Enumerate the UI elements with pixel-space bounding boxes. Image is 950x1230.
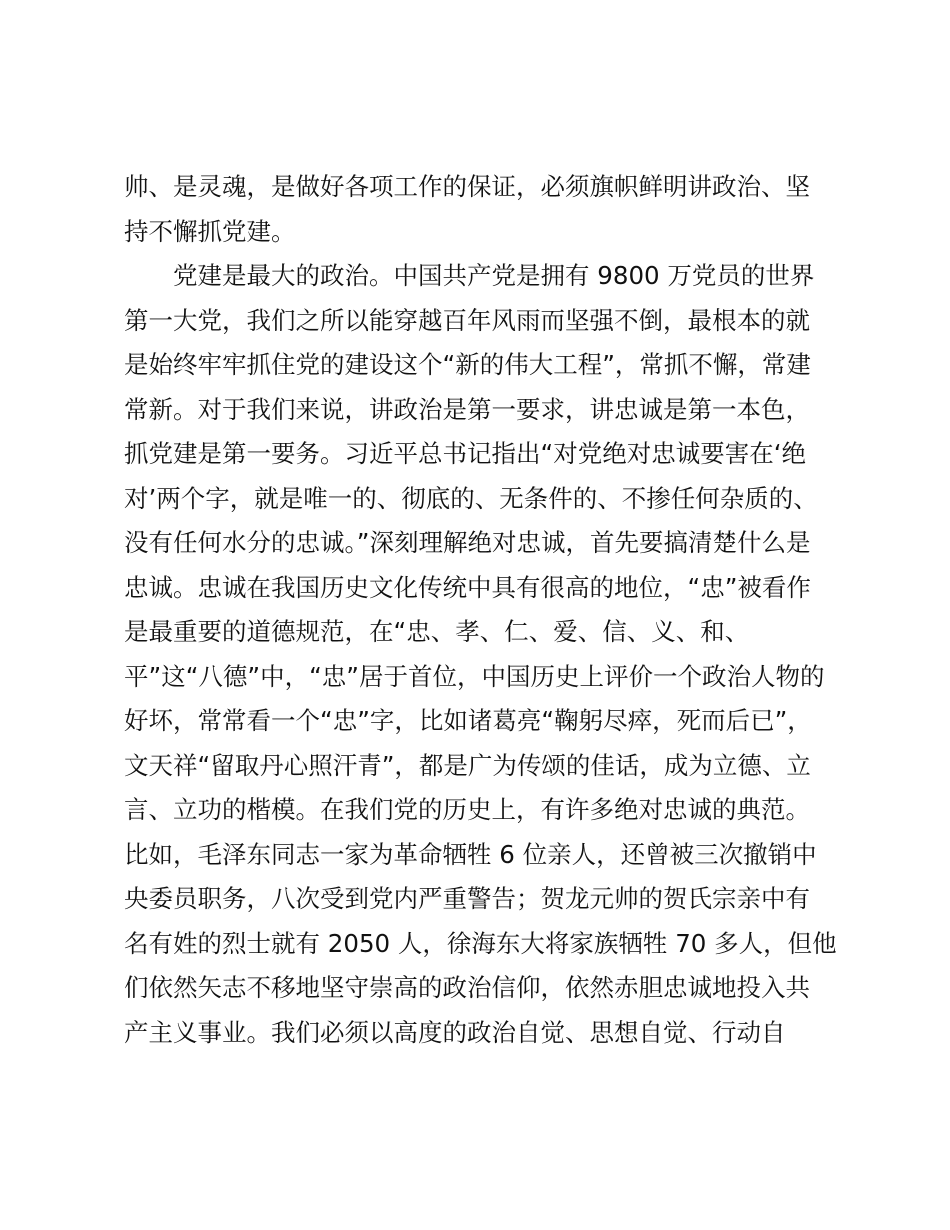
text-line-15: 言、立功的楷模。在我们党的历史上，有许多绝对忠诚的典范。 xyxy=(124,795,810,824)
text-line-1: 帅、是灵魂，是做好各项工作的保证，必须旗帜鲜明讲政治、坚 xyxy=(124,172,810,201)
body-text xyxy=(124,165,844,1055)
text-line-17: 央委员职务，八次受到党内严重警告；贺龙元帅的贺氏宗亲中有 xyxy=(124,884,810,913)
text-line-14: 文天祥“留取丹心照汗青”，都是广为传颂的佳话，成为立德、立 xyxy=(124,750,811,780)
text-line-12: 平”这“八德”中，“忠”居于首位，中国历史上评价一个政治人物的 xyxy=(124,661,825,691)
text-line-2: 持不懈抓党建。 xyxy=(124,216,296,246)
text-line-9: 没有任何水分的忠诚。”深刻理解绝对忠诚，首先要搞清楚什么是 xyxy=(124,528,811,557)
text-line-11: 是最重要的道德规范，在“忠、孝、仁、爱、信、义、和、 xyxy=(124,617,750,646)
text-line-19: 们依然矢志不移地坚守崇高的政治信仰，依然赤胆忠诚地投入共 xyxy=(124,973,810,1002)
text-line-20: 产主义事业。我们必须以高度的政治自觉、思想自觉、行动自 xyxy=(124,1017,786,1047)
text-line-16: 比如，毛泽东同志一家为革命牺牲 6 位亲人，还曾被三次撤销中 xyxy=(124,839,817,869)
text-line-13: 好坏，常常看一个“忠”字，比如诸葛亮“鞠躬尽瘁，死而后已”， xyxy=(124,706,812,735)
text-line-4: 第一大党，我们之所以能穿越百年风雨而坚强不倒，最根本的就 xyxy=(124,305,810,335)
text-line-3-paragraph-start: 党建是最大的政治。中国共产党是拥有 9800 万党员的世界 xyxy=(173,261,815,290)
text-line-8: 对’两个字，就是唯一的、彻底的、无条件的、不掺任何杂质的、 xyxy=(124,483,818,513)
text-line-18: 名有姓的烈士就有 2050 人，徐海东大将家族牺牲 70 多人，但他 xyxy=(124,928,837,958)
text-line-6: 常新。对于我们来说，讲政治是第一要求，讲忠诚是第一本色， xyxy=(124,394,810,424)
text-line-7: 抓党建是第一要务。习近平总书记指出“对党绝对忠诚要害在‘绝 xyxy=(124,439,806,468)
text-line-5: 是始终牢牢抓住党的建设这个“新的伟大工程”，常抓不懈，常建 xyxy=(124,350,811,379)
text-line-10: 忠诚。忠诚在我国历史文化传统中具有很高的地位，“忠”被看作 xyxy=(124,572,811,602)
